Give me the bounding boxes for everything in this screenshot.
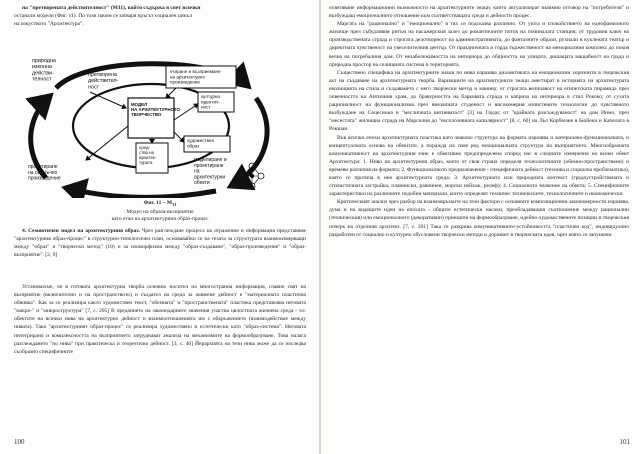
caption-title-sub: 11 <box>172 202 177 208</box>
label-top-center-line: на архитектурно <box>170 74 206 80</box>
left-top-line-1: на "претворената действителност" (М11), който съдържа в свет всички <box>22 5 201 11</box>
label-transformed-reality <box>88 72 119 90</box>
label-lower-right-line: моделиране и <box>194 157 227 163</box>
label-center-line: ТВОРЧЕСТВО <box>131 112 162 118</box>
label-means-line: архитек- <box>139 155 157 161</box>
right-page <box>321 0 640 454</box>
label-center-line: НА АРХИТЕКТУРНОТО <box>131 107 180 113</box>
right-column <box>329 4 629 239</box>
caption-title-text: Фиг. 11 – М <box>143 200 173 206</box>
label-lower-right-line: обекти <box>194 180 210 186</box>
right-paragraph-2: Маргата на "рационално" и "емоционално" в тях се подсказва различно. От уюта и спокойствието на еднофамилното жилище през събудливия ритъм на пасажерския залез до романтичните поток на починалата станция; от трудовия ключ на производствената сграда и строгата делотворност на административната, до фантазните образи, рухнали в куклената театър и директната чувственост на увеселителния център. От праздничната и горда тържественост на мемориалния комплекс до покоя вечна на погребалния дом. От незабележимостта на интериора до общността на улицата, дишащата мащабност на града и природна простор на селищната система и територията. <box>329 21 629 68</box>
label-transformed-reality-line: ност <box>88 84 100 91</box>
established-paragraph: Установихме, че в готовата архитектурна творба основно носител на многостранна информация, главно свят на възприятие (включително и на пространството) и създател на среда за живеене дейност е "материалната пластична обвивка". Как за се реализира както художествен текст, "обемната" и "пространствената" пластика представлява неговата "макро-" и "микроструктура" [7, с. 205] В преданието на законодарните значения участва цялостната жизнена среда - т.е. обектите на всички нива на архитектурно дейност и взаимоотношенията им с обкръжението (взаимодействие между нивата). Така "архитектурният образ-процес" се реализира художествено и естетически като "образ-система". Неговата интегрирано и комплексността на възприятието затруднават анализа на механизмите на формообразуване. Това налага разглеждането "по нива" при практическа и теоретична дейност. [3, с. 40] Йерархията на тези нива може да се изследва съобразно специфичните <box>14 284 306 355</box>
outer-cycle-arrow-bottom <box>66 188 216 197</box>
label-lower-left-line: на оценъчно <box>28 169 58 176</box>
label-lower-left <box>28 164 61 182</box>
left-top-line-3: на изкуството "Архитектура". <box>14 21 84 28</box>
semiotic-model-paragraph <box>14 227 306 259</box>
section-heading: 4. Семиотичен модел на архитектурния образ. <box>22 228 140 234</box>
label-nature-line: действи- <box>32 70 54 77</box>
section-body: Чрез разглеждане процеса на отражение и информация представяме "архитектурния образ-процес" в структурно-типологичен план, основавайки се на тезата за структурата взаимоизмерващи между "образ" и "творчески метод" (10) и за изоморфизма между "образ-създаване", "образ-произведение" и "образ-възприятие". [2, 9] <box>14 228 306 259</box>
model-figure <box>16 48 286 198</box>
label-lower-right-line: проектиране <box>194 162 224 169</box>
label-means-line: турата <box>139 160 153 166</box>
label-center-line: МОДЕЛ <box>131 102 148 107</box>
label-top-center-line: етиране и възприемане <box>170 69 221 74</box>
label-transformed-reality-line: претворена <box>88 72 117 78</box>
label-lower-right <box>194 157 227 186</box>
link-arrow-6 <box>86 126 128 160</box>
figure-caption <box>90 200 230 223</box>
link-arrow-1 <box>90 92 126 108</box>
label-means-line: ства на <box>139 150 155 156</box>
label-lower-left-line: произведение <box>28 175 61 182</box>
label-artistic-image-line: художествен <box>187 138 215 143</box>
label-cultural-identity-line: културна <box>201 94 220 99</box>
right-paragraph-1: осветяване информационни възможности на архитектурните знаци, които актуализират взаимно отговор на "потребителя" и възбуждащ емоционалното отношение към съответстващата среда и дейности процес. <box>329 5 629 20</box>
link-arrow-5 <box>174 132 184 142</box>
label-nature-line: природна <box>32 58 56 64</box>
label-lower-left-line: проектиране <box>28 164 58 170</box>
right-paragraph-3: Съществено специфика на архитектурните знаци по нива изразява диалектиката на емоционални хоризонти в творческия акт на създаване на архитектурната творба. Вариациите на архитектурните знаци анестират в историята на архитектурата еволюцията на стила и създаването с него творчески метод и маниер; от строгата величавост на египетската пирамида през човечността на Античния храм, до бравурността на барковата сграда и каприза на интериора в стил Рококо; от сухата рационалност на функционализма през внезапната студеност и високомерия изчистените технологии до чувственото възбуждане на Сецесиона в "месличната витиеватост" [3] на Гауди; от "крайната разсъждуваност" на дом Инмо, през "месестата" жилищна сграда на Марсилия до "експлозивната капилярност" [8, с. 60] на Льо Корбюзие в Бюйена и Капелата в Роншан. <box>329 69 629 133</box>
label-nature-line: телност <box>32 76 52 83</box>
right-paragraph-5: Критическият анализ чрез разбор на взаимовръзките на тези фактори с основните композиционни закономерности изразява, дума и на водещите идеи на епохата - общите естетически насоки, преобладаващия съотношение между рационални (техническия) или емоционалното (декоративни) принципи на формообразуване, идейно-художествените позиции и творческия почерк на отделния архитект. [7, с. 201] Така се разкрива комуникативните-устойчивостта "пластичен код", индивидуално разработен от социално и културно обусловени творчески методи и доразвит в творческата идея, чрез която се запушени <box>329 199 629 238</box>
caption-title <box>90 200 230 209</box>
caption-line-2: като етап на архитектурния образ-процес <box>111 215 209 222</box>
label-transformed-reality-line: действител- <box>88 78 119 85</box>
label-cultural-identity-line: идентич- <box>201 99 220 105</box>
left-page <box>0 0 319 454</box>
left-top-text <box>14 4 306 28</box>
caption-line-1: Модел на образа-възприятие <box>126 208 194 215</box>
label-artistic-image-line: образ <box>187 143 200 149</box>
right-paragraph-4: Във всички епохи архитектурната пластика като знаково структура на формата изразява и материално-функционалната, и концептуалната основа на обектите, а поражда на своя ред емоционалната структура на възприятието. Многообразната комуникативност на архитектурния език е обективно предопределена според нас в следните измерения на всеки обект Архитектура: 1. Ниво на архитектурния образ, което от своя страна определя технологичните (обемно-пространствени) и времеви различия на формата; 2. Функционалното предназначение - специфичната дейност (техника и социална проблематика), която се протича в нея архитектурната среда; 3. Архитектурната или природната контекст (градоустройствената и стилистичната застройка, планински, равнинен, морски пейзаж, релеф); 4. Социалното значение на обекта; 5. Специфичните характеристики на различните подобни материали, които определят техничес техническите, технологичните и икономически <box>329 134 629 198</box>
label-nature <box>32 58 56 83</box>
label-means-line: сред- <box>139 145 151 150</box>
page-number-right: 101 <box>619 438 630 446</box>
page-number-left: 100 <box>14 438 25 446</box>
label-lower-right-line: архитектурни <box>194 174 226 181</box>
label-cultural-identity-line: ност <box>201 104 211 110</box>
label-top-center-line: произведение <box>170 79 201 85</box>
label-lower-right-line: на <box>194 168 200 175</box>
model-diagram <box>16 48 286 198</box>
label-nature-line: изконна <box>32 64 52 71</box>
left-top-line-2: останали модели (Фиг. 11). По този начин се затваря кръгът социален цикъл <box>14 13 192 20</box>
link-arrow-2 <box>166 88 176 98</box>
